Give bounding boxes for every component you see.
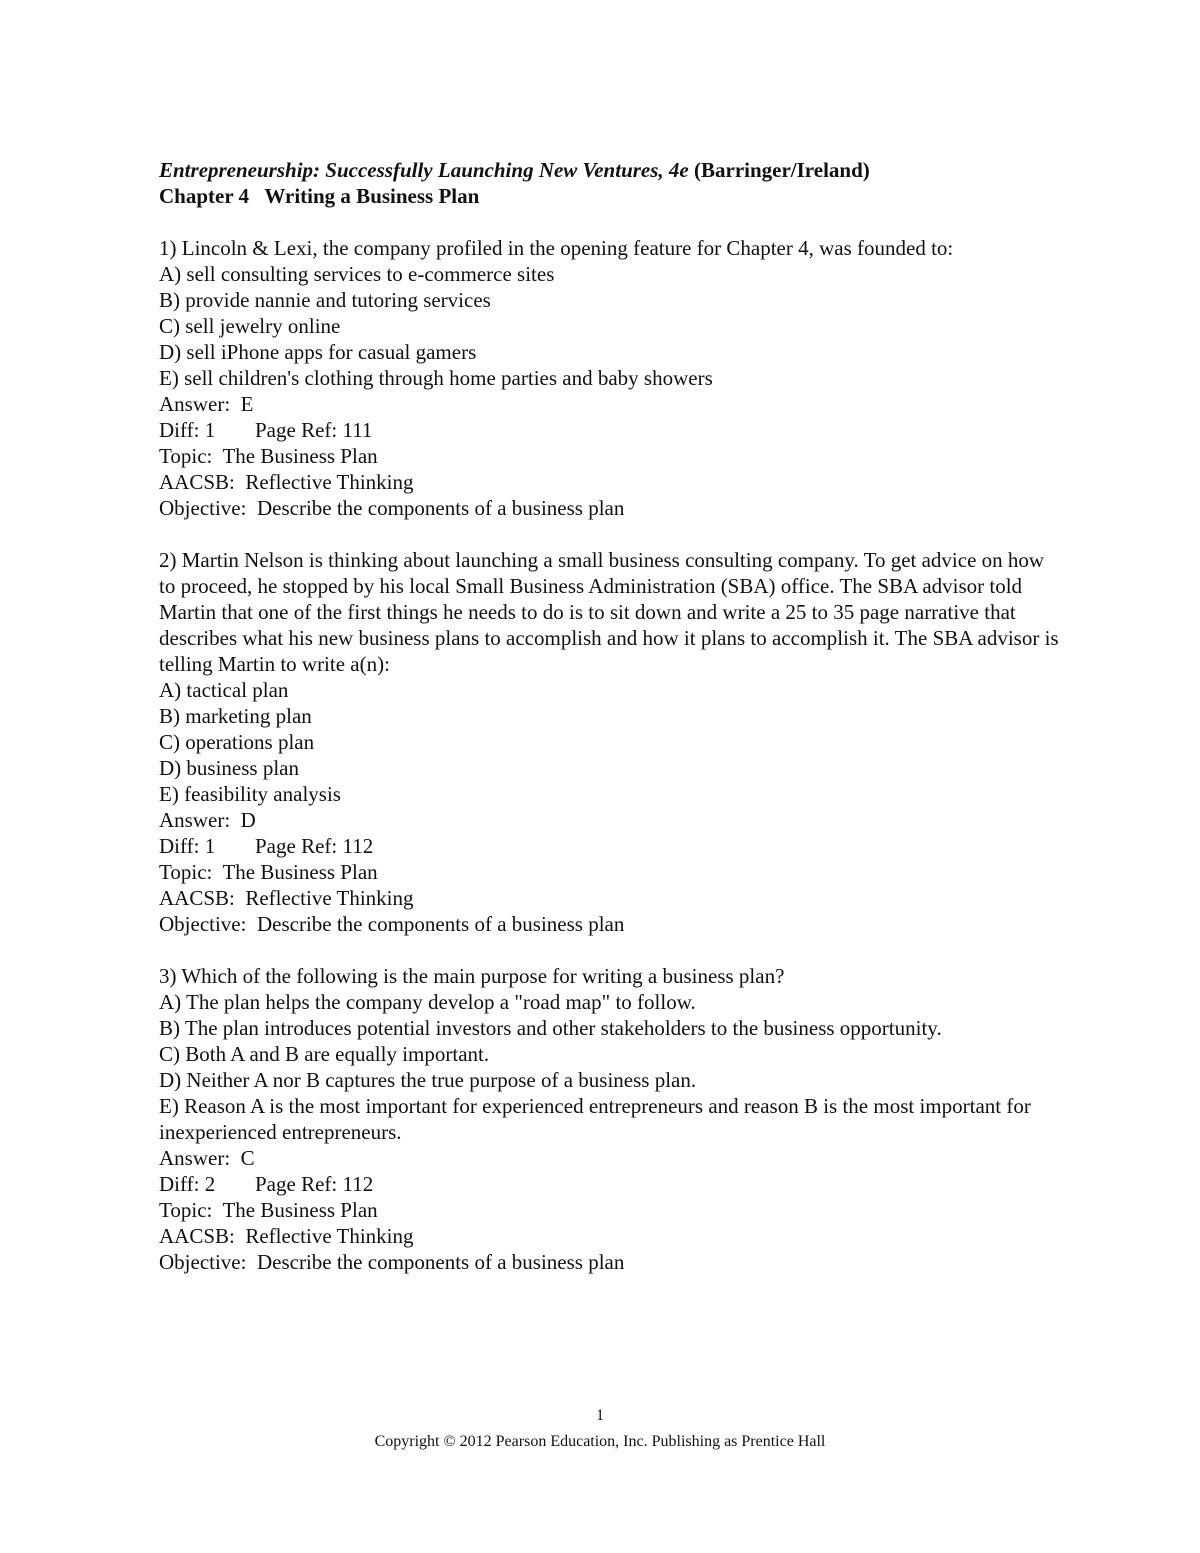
question-stem: 1) Lincoln & Lexi, the company profiled in the opening feature for Chapter 4, was founded to: [159, 236, 954, 260]
aacsb: AACSB: Reflective Thinking [159, 1224, 414, 1248]
objective: Objective: Describe the components of a business plan [159, 1250, 625, 1274]
answer-option: A) tactical plan [159, 678, 289, 702]
answer-option: B) marketing plan [159, 704, 312, 728]
question-3 [159, 963, 1059, 1275]
aacsb: AACSB: Reflective Thinking [159, 886, 414, 910]
answer-key: Answer: E [159, 392, 254, 416]
question-2 [159, 547, 1059, 937]
answer-option: D) business plan [159, 756, 299, 780]
difficulty-line [159, 1171, 1059, 1197]
answer-option: A) sell consulting services to e-commerce sites [159, 262, 555, 286]
header-spacer [159, 209, 1059, 235]
question-stem: 3) Which of the following is the main purpose for writing a business plan? [159, 964, 785, 988]
chapter-title: Chapter 4 Writing a Business Plan [159, 184, 480, 208]
question-stem: 2) Martin Nelson is thinking about launching a small business consulting company. To get advice on how to proceed, he stopped by his local Small Business Administration (SBA) office. The SBA advisor told Martin that one of the first things he needs to do is to sit down and write a 25 to 35 page narrative that describes what his new business plans to accomplish and how it plans to accomplish it. The SBA advisor is telling Martin to write a(n): [159, 548, 1059, 676]
book-title: Entrepreneurship: Successfully Launching New Ventures, 4e [159, 158, 689, 182]
page-content [159, 157, 1059, 1301]
aacsb: AACSB: Reflective Thinking [159, 470, 414, 494]
answer-option: D) Neither A nor B captures the true purpose of a business plan. [159, 1068, 697, 1092]
answer-option: D) sell iPhone apps for casual gamers [159, 340, 477, 364]
topic: Topic: The Business Plan [159, 444, 378, 468]
answer-option: B) The plan introduces potential investors and other stakeholders to the business opportunity. [159, 1016, 942, 1040]
answer-option: E) Reason A is the most important for experienced entrepreneurs and reason B is the most important for inexperienced entrepreneurs. [159, 1094, 1031, 1144]
answer-option: C) operations plan [159, 730, 315, 754]
page-reference: Page Ref: 111 [255, 418, 373, 442]
page-number: 1 [596, 1407, 604, 1424]
page-reference: Page Ref: 112 [255, 834, 374, 858]
answer-option: C) sell jewelry online [159, 314, 341, 338]
difficulty: Diff: 1 [159, 418, 216, 442]
answer-option: C) Both A and B are equally important. [159, 1042, 490, 1066]
difficulty: Diff: 2 [159, 1172, 216, 1196]
book-title-line [159, 157, 1059, 183]
topic: Topic: The Business Plan [159, 860, 378, 884]
objective: Objective: Describe the components of a business plan [159, 912, 625, 936]
answer-option: B) provide nannie and tutoring services [159, 288, 491, 312]
objective: Objective: Describe the components of a business plan [159, 496, 625, 520]
answer-option: E) feasibility analysis [159, 782, 341, 806]
answer-key: Answer: C [159, 1146, 255, 1170]
answer-key: Answer: D [159, 808, 256, 832]
difficulty: Diff: 1 [159, 834, 216, 858]
difficulty-line [159, 417, 1059, 443]
question-1 [159, 235, 1059, 521]
answer-option: E) sell children's clothing through home parties and baby showers [159, 366, 713, 390]
book-authors: (Barringer/Ireland) [694, 158, 870, 182]
page-reference: Page Ref: 112 [255, 1172, 374, 1196]
copyright-notice: Copyright © 2012 Pearson Education, Inc. Publishing as Prentice Hall [374, 1433, 826, 1450]
answer-option: A) The plan helps the company develop a "road map" to follow. [159, 990, 696, 1014]
difficulty-line [159, 833, 1059, 859]
topic: Topic: The Business Plan [159, 1198, 378, 1222]
